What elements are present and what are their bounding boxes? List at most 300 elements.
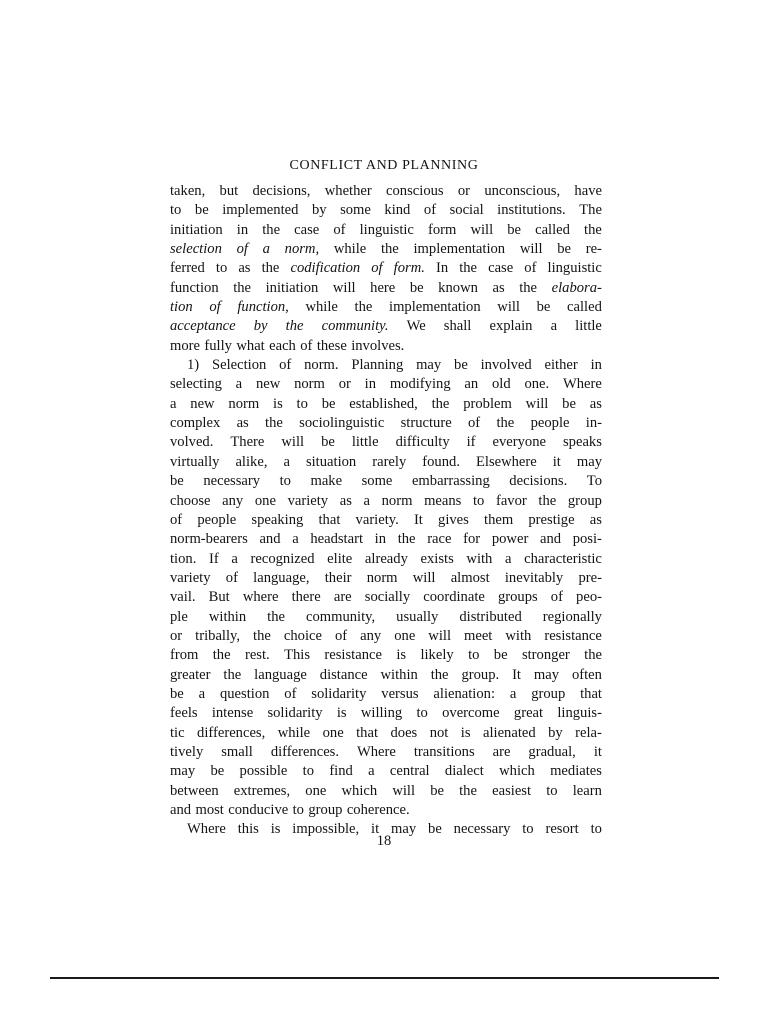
word: will (412, 569, 436, 586)
word: norm-bearers (170, 531, 248, 548)
word: be (430, 782, 444, 799)
word: while (277, 724, 311, 741)
word: characteristic (524, 550, 602, 567)
body-text (170, 182, 602, 840)
word: is (460, 724, 471, 741)
word: case (488, 260, 514, 277)
word: and (259, 531, 281, 548)
word: volved. (170, 434, 214, 451)
word: speaks (562, 434, 602, 451)
word: as (238, 260, 251, 277)
word: conducive (228, 802, 289, 818)
text-line (170, 550, 602, 569)
word: of (279, 357, 292, 374)
word: to (472, 492, 485, 509)
word: to (522, 821, 534, 838)
word: distributed (459, 608, 522, 625)
word: initiation (170, 221, 223, 238)
italic-word: by (253, 318, 268, 335)
word: find (329, 763, 353, 780)
word: them (484, 511, 514, 528)
word: 1) (187, 357, 200, 374)
word: to (468, 647, 480, 664)
word: case (294, 221, 320, 238)
word: in (236, 221, 249, 238)
word: the (431, 395, 450, 412)
word: the (459, 260, 478, 277)
italic-word: norm, (284, 241, 320, 258)
word: peo- (576, 589, 602, 606)
word: But (208, 589, 230, 606)
word: taken, (170, 183, 206, 199)
word: new (255, 376, 281, 393)
word: either (544, 357, 578, 374)
word: to (170, 202, 182, 219)
word: the (212, 647, 231, 664)
word: The (579, 202, 602, 219)
word: We (406, 318, 426, 335)
word: be (562, 395, 576, 412)
word: choose (170, 492, 211, 509)
word: the (261, 260, 280, 277)
italic-word: function, (237, 299, 289, 316)
word: a (283, 453, 290, 470)
word: involved (480, 357, 532, 374)
word: rest. (244, 647, 270, 664)
word: small (221, 743, 253, 760)
word: Where (187, 821, 226, 838)
word: be (194, 202, 209, 219)
text-line (170, 259, 602, 278)
text-line (170, 627, 602, 646)
word: To (586, 473, 602, 490)
italic-word: the (285, 318, 304, 335)
word: question (219, 685, 270, 702)
word: speaking (251, 511, 304, 528)
word: alike, (235, 453, 268, 470)
word: within (380, 666, 418, 683)
word: sociolinguistic (299, 415, 385, 432)
word: coherence. (346, 802, 410, 818)
word: transitions (413, 743, 475, 760)
word: one (394, 627, 416, 644)
word: solidarity (267, 705, 323, 722)
word: usually (396, 608, 439, 625)
word: There (230, 434, 265, 451)
word: of (550, 589, 563, 606)
word: be (210, 763, 225, 780)
word: be (507, 221, 522, 238)
word: the (267, 608, 285, 625)
text-line (170, 221, 602, 240)
word: norm. (304, 357, 339, 374)
word: implementation (413, 241, 506, 258)
italic-word: elabora- (551, 279, 602, 296)
word: be (170, 685, 184, 702)
word: that (580, 685, 602, 702)
word: the (265, 415, 283, 432)
word: structure (400, 415, 452, 432)
word: with (466, 550, 493, 567)
italic-word: tion (170, 299, 193, 316)
word: does (390, 724, 418, 741)
text-line (170, 492, 602, 511)
word: to (279, 473, 291, 490)
word: headstart (310, 531, 364, 548)
word: the (397, 531, 416, 548)
text-line (170, 782, 602, 801)
word: these (316, 337, 347, 354)
word: a (368, 763, 375, 780)
italic-word: acceptance (170, 318, 236, 335)
word: exists (420, 550, 454, 567)
word: the (354, 299, 373, 316)
word: norm (228, 395, 260, 412)
word: Elsewhere (475, 453, 537, 470)
word: embarrassing (411, 473, 490, 490)
word: complex (170, 415, 221, 432)
word: as (339, 492, 352, 509)
word: a (509, 685, 517, 702)
word: differences, (197, 724, 266, 741)
word: the (380, 241, 399, 258)
word: In (435, 260, 449, 277)
word: socially (364, 589, 411, 606)
italic-word: of (236, 241, 248, 258)
word: or (457, 183, 471, 199)
word: everyone (492, 434, 546, 451)
word: often (571, 666, 602, 683)
word: ple (170, 608, 188, 625)
word: some (361, 473, 393, 490)
word: of (170, 511, 183, 528)
word: norm (381, 492, 413, 509)
word: language, (253, 569, 310, 586)
word: gradual, (528, 743, 576, 760)
word: that (356, 724, 379, 741)
word: a (292, 531, 299, 548)
word: necessary (203, 473, 261, 490)
word: a (505, 550, 512, 567)
text-line (170, 801, 602, 820)
word: feels (170, 705, 198, 722)
word: more (170, 337, 200, 354)
text-line (170, 704, 602, 723)
word: called (567, 299, 602, 316)
word: distance (319, 666, 368, 683)
word: means (424, 492, 462, 509)
word: resort (545, 821, 579, 838)
word: impossible, (292, 821, 360, 838)
word: be (170, 473, 184, 490)
word: while (305, 299, 338, 316)
word: which (341, 782, 378, 799)
text-line (170, 685, 602, 704)
text-line (170, 433, 602, 452)
word: little (575, 318, 602, 335)
word: conscious (386, 183, 444, 199)
word: that (318, 511, 341, 528)
word: almost (450, 569, 490, 586)
word: or (338, 376, 351, 393)
word: will (428, 627, 451, 644)
word: of (225, 569, 238, 586)
word: as (589, 395, 602, 412)
word: which (499, 763, 535, 780)
text-line (170, 762, 602, 781)
word: If (209, 550, 219, 567)
word: the (496, 415, 515, 432)
word: differences. (270, 743, 340, 760)
text-line (170, 569, 602, 588)
word: as (236, 415, 249, 432)
word: and (170, 802, 192, 818)
word: initiation (265, 279, 319, 296)
word: Selection (211, 357, 267, 374)
word: while (333, 241, 367, 258)
word: the (233, 279, 252, 296)
word: group (567, 492, 602, 509)
word: ferred (170, 260, 205, 277)
word: variety (170, 569, 211, 586)
word: linguis- (557, 705, 602, 722)
word: one (254, 492, 276, 509)
word: be (428, 821, 442, 838)
word: This (284, 647, 311, 664)
italic-word: community. (321, 318, 389, 335)
text-line (170, 356, 602, 375)
word: in (374, 531, 387, 548)
word: rarely (372, 453, 407, 470)
word: Planning (351, 357, 404, 374)
italic-word: of (371, 260, 383, 277)
word: make (310, 473, 343, 490)
word: elite (327, 550, 353, 567)
word: will (281, 434, 305, 451)
word: likely (420, 647, 454, 664)
word: of (300, 337, 313, 354)
text-line (170, 511, 602, 530)
text-line (170, 588, 602, 607)
word: dialect (444, 763, 484, 780)
word: a (231, 550, 238, 567)
word: between (170, 782, 219, 799)
word: to (302, 763, 315, 780)
page-number: 18 (376, 833, 392, 849)
word: a (550, 318, 558, 335)
italic-word: form. (393, 260, 425, 277)
word: an (464, 376, 479, 393)
word: norm (294, 376, 325, 393)
italic-word: selection (170, 241, 222, 258)
word: alienated (482, 724, 536, 741)
word: possible (239, 763, 288, 780)
word: norm (366, 569, 398, 586)
word: a (235, 376, 243, 393)
word: posi- (572, 531, 602, 548)
word: the (584, 647, 602, 664)
word: will (332, 279, 356, 296)
word: learn (572, 782, 602, 799)
word: function (170, 279, 219, 296)
word: if (466, 434, 476, 451)
word: be (409, 279, 424, 296)
word: community, (305, 608, 376, 625)
word: as (589, 511, 602, 528)
word: but (219, 183, 239, 199)
word: pre- (578, 569, 602, 586)
text-line (170, 743, 602, 762)
word: is (273, 395, 283, 412)
word: of (423, 202, 437, 219)
word: recognized (250, 550, 315, 567)
word: as (492, 279, 505, 296)
text-line (170, 608, 602, 627)
word: stronger (521, 647, 570, 664)
word: tic (170, 724, 185, 741)
word: in (590, 357, 602, 374)
word: already (364, 550, 408, 567)
word: the (253, 627, 271, 644)
word: are (333, 589, 352, 606)
word: variety. (355, 511, 399, 528)
word: here (370, 279, 396, 296)
word: explain (489, 318, 533, 335)
word: Where (356, 743, 396, 760)
word: this (237, 821, 259, 838)
word: to (296, 395, 308, 412)
word: prestige (528, 511, 575, 528)
word: established, (349, 395, 418, 412)
word: will (525, 395, 549, 412)
word: group (308, 802, 343, 818)
word: the (262, 221, 281, 238)
text-line (170, 201, 602, 220)
word: be (536, 299, 551, 316)
word: a (198, 685, 206, 702)
word: resistance (544, 627, 602, 644)
word: group (531, 685, 566, 702)
word: to (215, 260, 228, 277)
word: or (170, 627, 183, 644)
word: is (396, 647, 407, 664)
word: easiest (492, 782, 532, 799)
word: with (505, 627, 532, 644)
word: is (270, 821, 281, 838)
word: by (311, 202, 327, 219)
word: modifying (389, 376, 451, 393)
word: alienation: (433, 685, 496, 702)
word: solidarity (311, 685, 367, 702)
word: be (321, 395, 336, 412)
text-line (170, 317, 602, 336)
word: one. (524, 376, 550, 393)
scan-bottom-rule (50, 977, 719, 979)
word: situation (305, 453, 357, 470)
word: whether (324, 183, 372, 199)
italic-word: a (262, 241, 270, 258)
word: people (197, 511, 237, 528)
word: choice (283, 627, 322, 644)
word: may (416, 357, 442, 374)
word: will (519, 241, 543, 258)
word: called (535, 221, 570, 238)
word: some (340, 202, 371, 219)
word: form (428, 221, 457, 238)
word: problem (463, 395, 512, 412)
word: it (371, 821, 380, 838)
word: decisions, (252, 183, 311, 199)
word: selecting (170, 376, 222, 393)
word: decisions. (509, 473, 568, 490)
word: meet (464, 627, 493, 644)
word: the (459, 782, 477, 799)
word: shall (443, 318, 472, 335)
word: a (363, 492, 370, 509)
word: rela- (575, 724, 602, 741)
word: It (413, 511, 423, 528)
word: it (552, 453, 561, 470)
word: most (195, 802, 224, 818)
word: the (584, 221, 602, 238)
word: great (513, 705, 544, 722)
word: difficulty (395, 434, 450, 451)
word: any (360, 627, 382, 644)
word: resistance (324, 647, 382, 664)
text-line (170, 530, 602, 549)
word: will (470, 221, 494, 238)
word: may (533, 666, 560, 683)
word: tribally, (195, 627, 241, 644)
word: are (492, 743, 511, 760)
word: one (322, 724, 344, 741)
word: social (449, 202, 484, 219)
word: in (364, 376, 377, 393)
word: language (254, 666, 307, 683)
word: coordinate (423, 589, 485, 606)
word: tion. (170, 550, 197, 567)
word: may (170, 763, 196, 780)
word: for (463, 531, 481, 548)
text-line (170, 724, 602, 743)
word: have (574, 183, 602, 199)
word: intense (211, 705, 254, 722)
word: central (389, 763, 430, 780)
word: it (593, 743, 602, 760)
word: will (497, 299, 520, 316)
word: mediates (550, 763, 602, 780)
word: involves. (351, 337, 405, 354)
word: may (391, 821, 417, 838)
word: necessary (453, 821, 511, 838)
word: within (208, 608, 247, 625)
word: inevitably (504, 569, 564, 586)
word: each (269, 337, 296, 354)
word: linguistic (359, 221, 414, 238)
word: in- (585, 415, 602, 432)
word: one (305, 782, 327, 799)
word: their (324, 569, 352, 586)
word: will (392, 782, 416, 799)
word: implementation (389, 299, 481, 316)
word: regionally (542, 608, 602, 625)
text-line (170, 337, 602, 356)
word: may (576, 453, 602, 470)
text-line (170, 414, 602, 433)
word: from (170, 647, 199, 664)
text-line (170, 240, 602, 259)
word: fully (204, 337, 232, 354)
